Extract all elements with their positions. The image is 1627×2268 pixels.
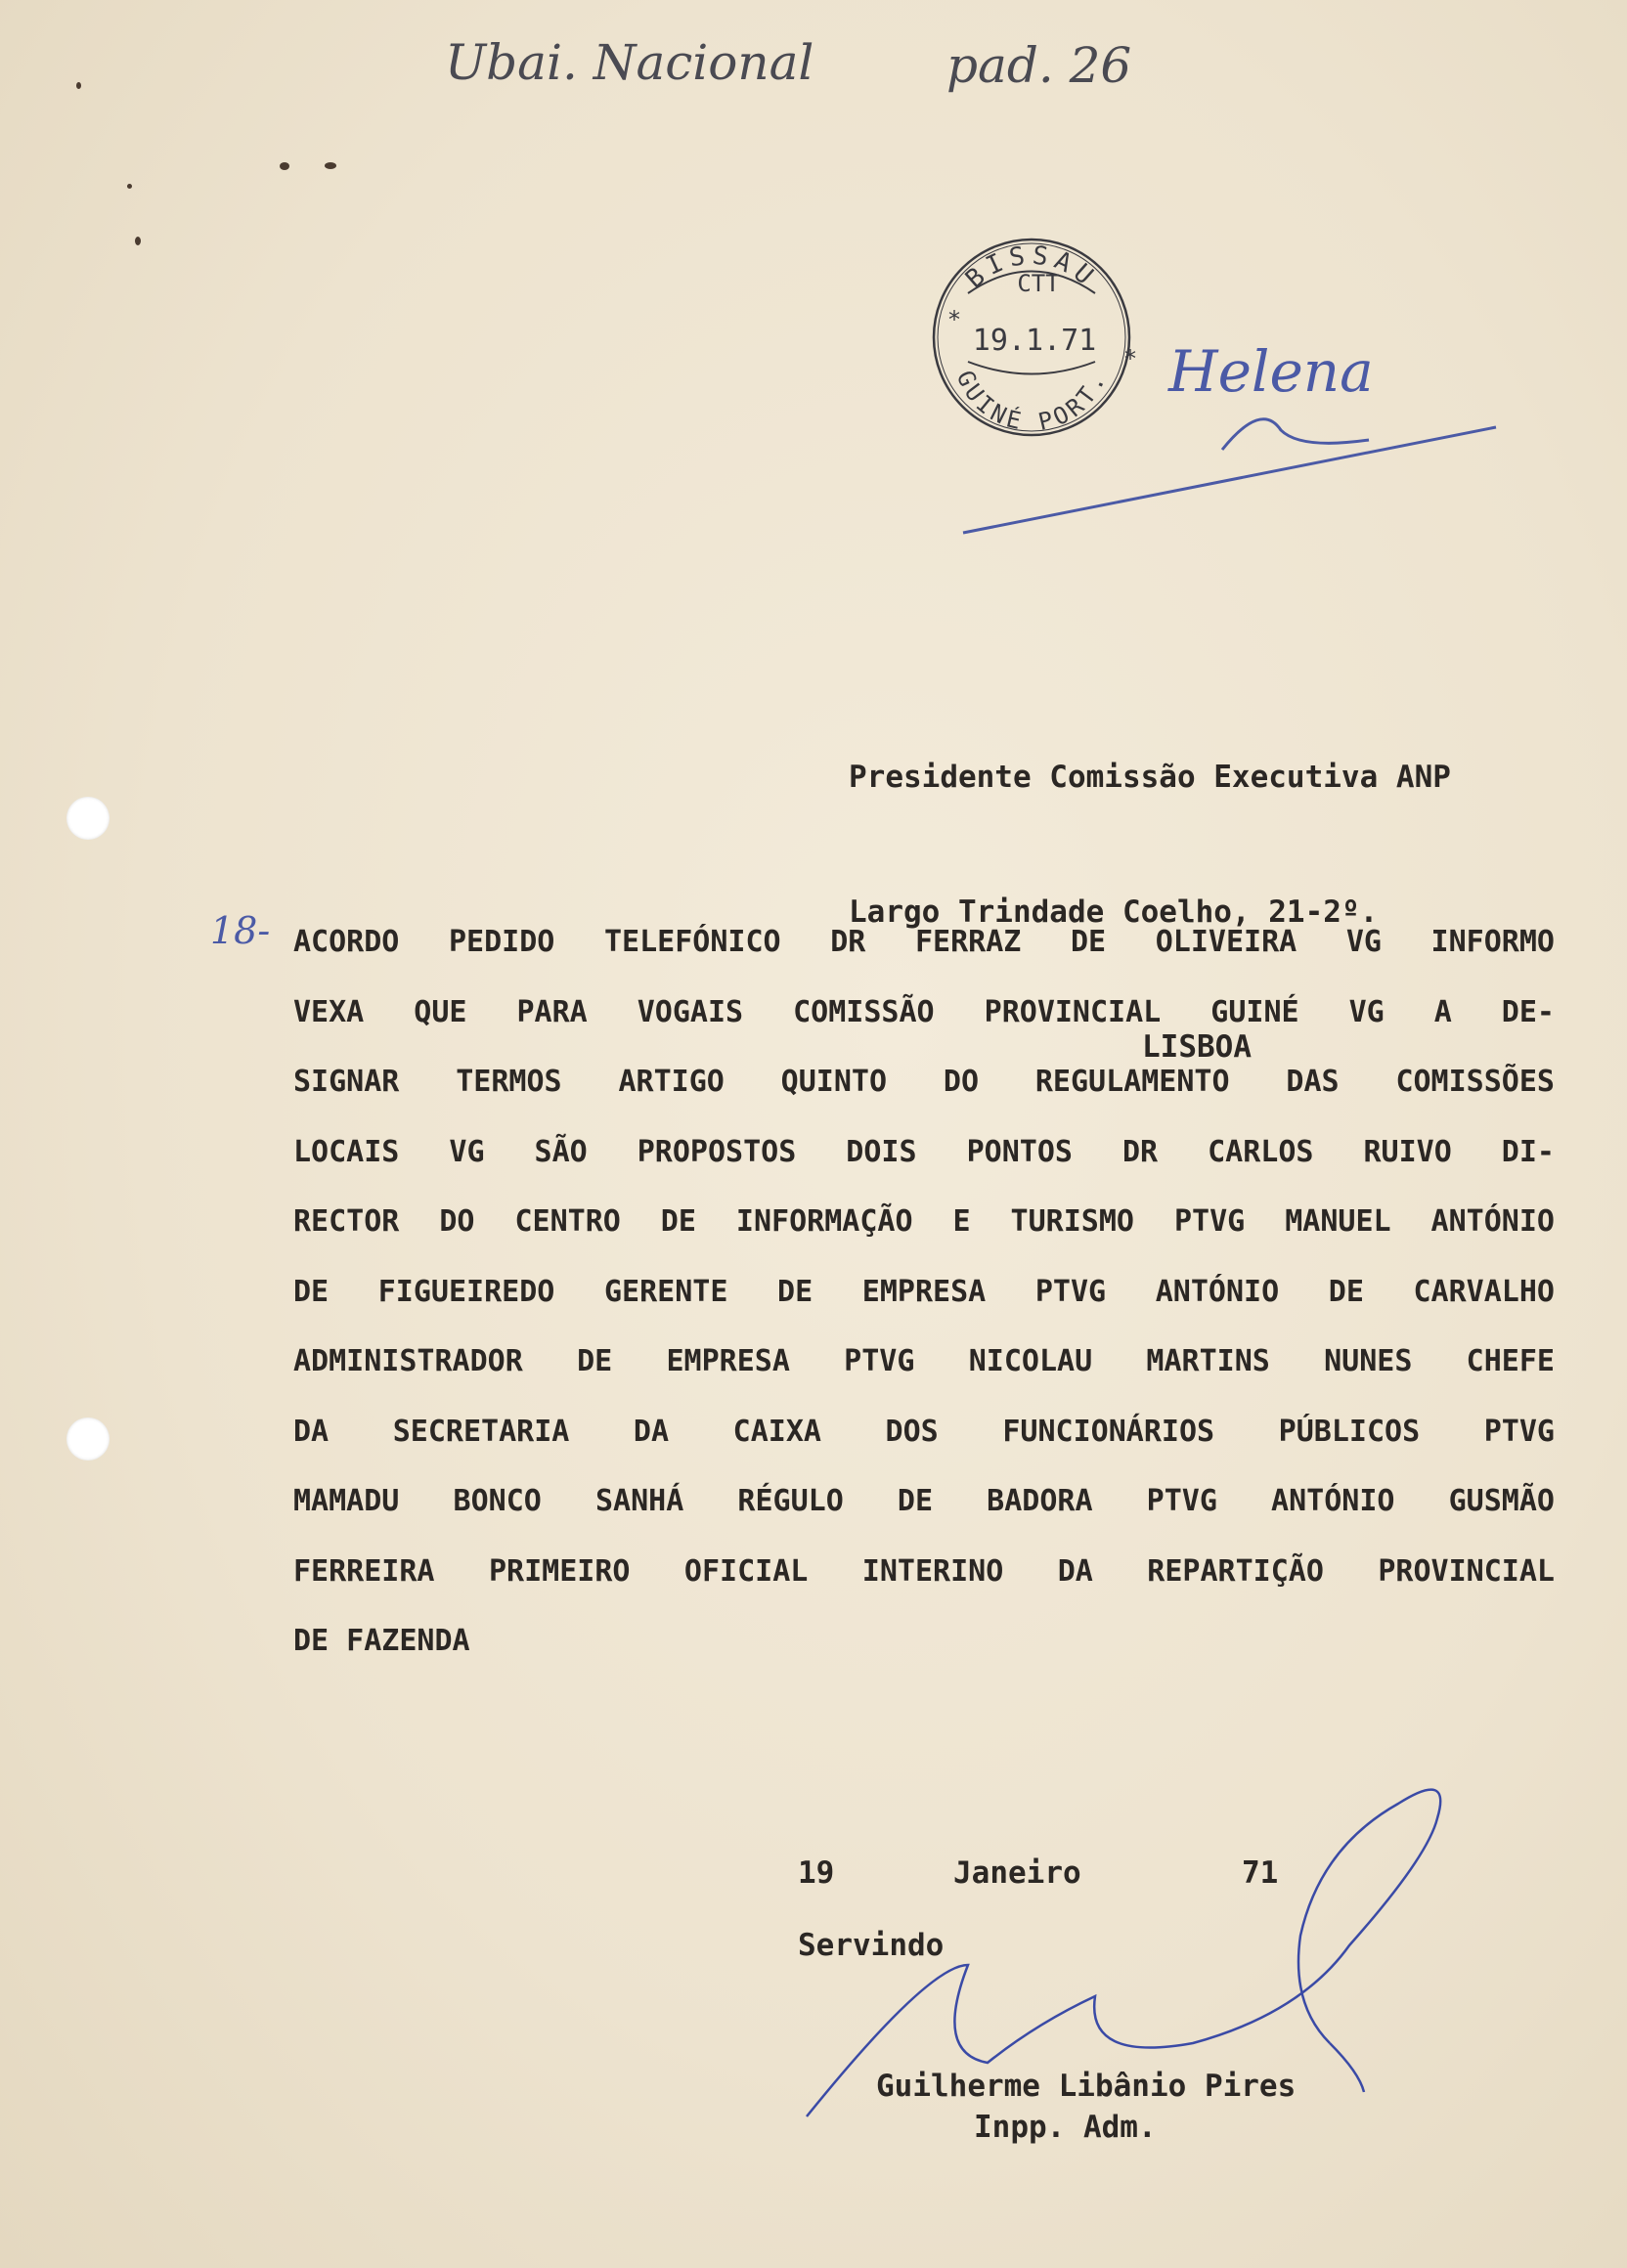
handwritten-note-top-right: pad. 26: [946, 37, 1132, 94]
message-line: ACORDO PEDIDO TELEFÓNICO DR FERRAZ DE OLIVEIRA VG INFORMO: [293, 925, 1555, 959]
address-line-2: Largo Trindade Coelho, 21-2º.: [849, 894, 1379, 930]
message-line: SIGNAR TERMOS ARTIGO QUINTO DO REGULAMENTO DAS COMISSÕES: [293, 1065, 1555, 1099]
message-line: DA SECRETARIA DA CAIXA DOS FUNCIONÁRIOS PÚBLICOS PTVG: [293, 1414, 1555, 1449]
handwritten-note-top-left: Ubai. Nacional: [445, 34, 814, 91]
svg-text:GUINÉ PORT.: [951, 367, 1113, 436]
message-line: LOCAIS VG SÃO PROPOSTOS DOIS PONTOS DR CARLOS RUIVO DI-: [293, 1134, 1555, 1169]
stamp-date: 19.1.71: [972, 324, 1097, 358]
handwritten-scribble: [1222, 419, 1369, 450]
message-line: ADMINISTRADOR DE EMPRESA PTVG NICOLAU MARTINS NUNES CHEFE: [293, 1344, 1555, 1378]
address-city: LISBOA: [1142, 1029, 1252, 1065]
message-line: DE FAZENDA: [293, 1624, 470, 1658]
date-day: 19: [798, 1855, 835, 1891]
star-icon: *: [948, 306, 960, 333]
stamp-bottom-text: GUINÉ PORT.: [950, 366, 1113, 436]
date-year: 71: [1242, 1855, 1279, 1891]
handwritten-initials: Helena: [1168, 338, 1374, 405]
date-month: Janeiro: [953, 1855, 1081, 1891]
stamp-inner-text: CTT: [1017, 270, 1060, 297]
signatory-title: Inpp. Adm.: [974, 2110, 1157, 2145]
message-line: FERREIRA PRIMEIRO OFICIAL INTERINO DA REPARTIÇÃO PROVINCIAL: [293, 1553, 1555, 1589]
message-body: [293, 907, 1555, 1677]
paragraph-number: 18-: [210, 909, 271, 952]
message-line: MAMADU BONCO SANHÁ RÉGULO DE BADORA PTVG ANTÓNIO GUSMÃO: [293, 1484, 1555, 1518]
message-line: VEXA QUE PARA VOGAIS COMISSÃO PROVINCIAL GUINÉ VG A DE-: [293, 994, 1555, 1029]
message-line: RECTOR DO CENTRO DE INFORMAÇÃO E TURISMO PTVG MANUEL ANTÓNIO: [293, 1204, 1555, 1239]
closing-word: Servindo: [798, 1928, 945, 1963]
address-line-1: Presidente Comissão Executiva ANP: [849, 760, 1451, 795]
star-icon: *: [1124, 345, 1136, 372]
signatory-name: Guilherme Libânio Pires: [876, 2069, 1297, 2104]
stamp-top-text: BISSAU: [960, 240, 1103, 295]
message-line: DE FIGUEIREDO GERENTE DE EMPRESA PTVG ANTÓNIO DE CARVALHO: [293, 1274, 1555, 1309]
